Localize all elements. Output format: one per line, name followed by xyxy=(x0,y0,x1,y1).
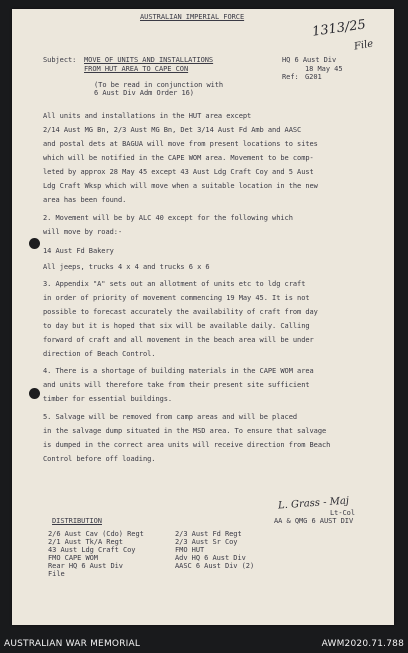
body-line: will move by road:- xyxy=(43,228,123,236)
subject-line-1: MOVE OF UNITS AND INSTALLATIONS xyxy=(84,56,214,64)
body-line: is dumped in the correct area units will receive direction from Beach xyxy=(43,441,331,449)
subject-line-2: FROM HUT AREA TO CAPE CON xyxy=(84,65,189,73)
punch-hole xyxy=(29,238,40,249)
distribution-item: 43 Aust Ldg Craft Coy xyxy=(48,546,136,554)
distribution-item: File xyxy=(48,570,65,578)
archive-footer xyxy=(0,637,408,653)
subject-label: Subject: xyxy=(43,56,77,64)
body-line: Control before off loading. xyxy=(43,455,156,463)
distribution-item: Rear HQ 6 Aust Div xyxy=(48,562,123,570)
body-line: 5. Salvage will be removed from camp areas and will be placed xyxy=(43,413,298,421)
body-line: in the salvage dump situated in the MSD area. To ensure that salvage xyxy=(43,427,327,435)
distribution-item: AASC 6 Aust Div (2) xyxy=(175,562,255,570)
punch-hole xyxy=(29,388,40,399)
distribution-item: FMO HUT xyxy=(175,546,205,554)
body-line: 3. Appendix "A" sets out an allotment of units etc to ldg craft xyxy=(43,280,306,288)
body-line: leted by approx 28 May 45 except 43 Aust Ldg Craft Coy and 5 Aust xyxy=(43,168,314,176)
distribution-item: Adv HQ 6 Aust Div xyxy=(175,554,246,562)
ref-label: Ref: xyxy=(282,73,299,81)
body-line: in order of priority of movement commencing 19 May 45. It is not xyxy=(43,294,310,302)
body-line: direction of Beach Control. xyxy=(43,350,156,358)
body-line: timber for essential buildings. xyxy=(43,395,173,403)
body-line: area has been found. xyxy=(43,196,127,204)
body-line: possible to forecast accurately the availability of craft from day xyxy=(43,308,318,316)
body-line: which will be notified in the CAPE WOM area. Movement to be comp- xyxy=(43,154,314,162)
ref-number: G201 xyxy=(305,73,322,81)
archive-name: AUSTRALIAN WAR MEMORIAL xyxy=(4,639,141,649)
ref-line-1: HQ 6 Aust Div xyxy=(282,56,337,64)
signature-title: AA & QMG 6 AUST DIV xyxy=(274,517,354,525)
document-page xyxy=(12,9,394,625)
body-line: to day but it is hoped that six will be available daily. Calling xyxy=(43,322,310,330)
distribution-item: 2/3 Aust Fd Regt xyxy=(175,530,242,538)
body-line: forward of craft and all movement in the beach area will be under xyxy=(43,336,314,344)
document-header: AUSTRALIAN IMPERIAL FORCE xyxy=(140,13,245,21)
distribution-item: FMO CAPE WOM xyxy=(48,554,98,562)
ref-line-2: 18 May 45 xyxy=(305,65,343,73)
distribution-item: 2/6 Aust Cav (Cdo) Regt xyxy=(48,530,144,538)
body-line: All jeeps, trucks 4 x 4 and trucks 6 x 6 xyxy=(43,263,210,271)
handwritten-file-ref: 1313/25 xyxy=(311,17,367,40)
handwritten-signature: L. Grass - Maj xyxy=(277,495,350,512)
body-line: 2. Movement will be by ALC 40 except for the following which xyxy=(43,214,293,222)
distribution-item: 2/1 Aust Tk/A Regt xyxy=(48,538,123,546)
body-line: 14 Aust Fd Bakery xyxy=(43,247,114,255)
body-line: and postal dets at BAGUA will move from present locations to sites xyxy=(43,140,318,148)
subtitle-line-1: (To be read in conjunction with xyxy=(94,81,224,89)
body-line: All units and installations in the HUT area except xyxy=(43,112,252,120)
archive-id: AWM2020.71.788 xyxy=(321,639,404,649)
body-line: Ldg Craft Wksp which will move when a suitable location in the new xyxy=(43,182,318,190)
distribution-title: DISTRIBUTION xyxy=(52,517,102,525)
signature-rank: Lt-Col xyxy=(330,509,355,517)
subtitle-line-2: 6 Aust Div Adm Order 16) xyxy=(94,89,194,97)
body-line: 2/14 Aust MG Bn, 2/3 Aust MG Bn, Det 3/14 Aust Fd Amb and AASC xyxy=(43,126,302,134)
handwritten-file-note: File xyxy=(353,38,375,53)
body-line: 4. There is a shortage of building materials in the CAPE WOM area xyxy=(43,367,314,375)
body-line: and units will therefore take from their present site sufficient xyxy=(43,381,310,389)
distribution-item: 2/3 Aust Sr Coy xyxy=(175,538,238,546)
